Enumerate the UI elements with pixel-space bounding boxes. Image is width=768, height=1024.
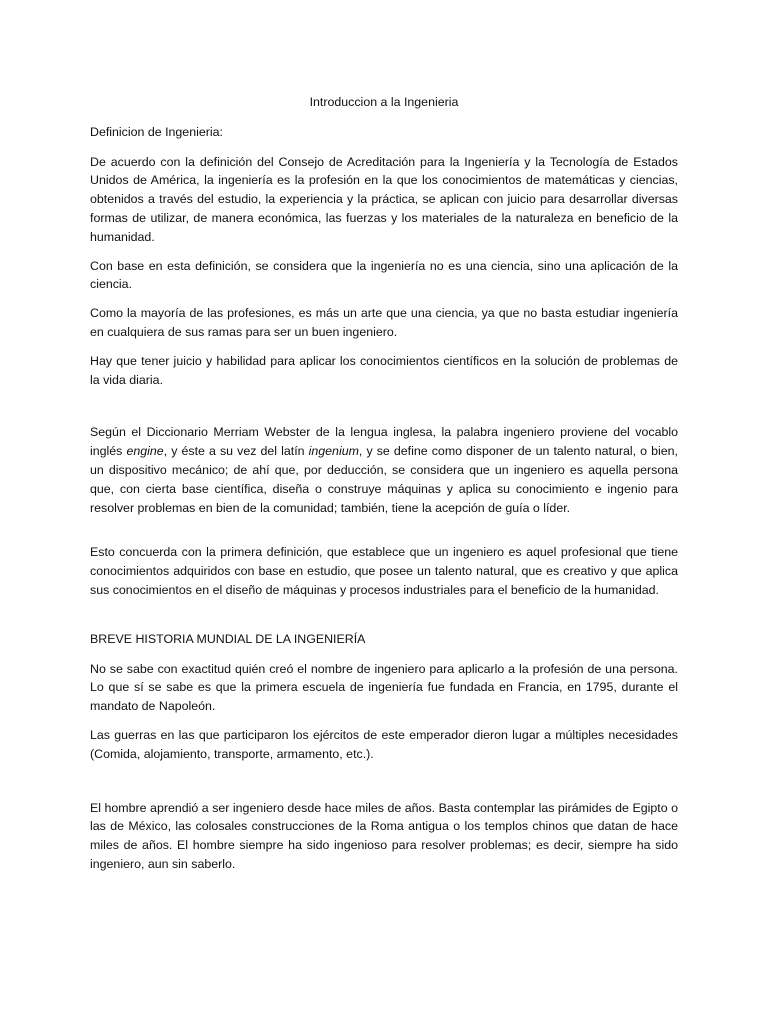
paragraph-8: Las guerras en las que participaron los ejércitos de este emperador dieron lugar a múltiples necesidades (Comida, alojamiento, transporte, armamento, etc.).: [90, 727, 678, 761]
paragraph-5: [90, 423, 678, 517]
document-body: [90, 93, 678, 884]
paragraph-2: Con base en esta definición, se considera que la ingeniería no es una ciencia, sino una aplicación de la ciencia.: [90, 258, 678, 292]
paragraph-7: No se sabe con exactitud quién creó el nombre de ingeniero para aplicarlo a la profesión de una persona. Lo que sí se sabe es que la primera escuela de ingeniería fue fundada en Francia, en 1795, durante el mandato de Napoleón.: [90, 661, 678, 714]
paragraph-3: Como la mayoría de las profesiones, es más un arte que una ciencia, ya que no basta estudiar ingeniería en cualquiera de sus ramas para ser un buen ingeniero.: [90, 306, 678, 339]
paragraph-6: Esto concuerda con la primera definición, que establece que un ingeniero es aquel profesional que tiene conocimientos adquiridos con base en estudio, que posee un talento natural, que es creativo y que aplica sus conocimientos en el diseño de máquinas y procesos industriales para el beneficio de la humanidad.: [90, 545, 678, 597]
document-title: Introduccion a la Ingenieria: [309, 95, 459, 109]
paragraph-5-text-c: , y se define como disponer de un talento natural, o bien, un dispositivo mecánico; de ahí que, por deducción, se considera que un ingeniero es aquella persona que, con cierta base científica, diseña o construye máquinas y aplica su conocimiento e ingenio para resolver problemas en bien de la comunidad; también, tiene la acepción de guía o líder.: [90, 444, 678, 515]
paragraph-5-text-b: , y éste a su vez del latín: [163, 444, 309, 459]
term-engine: engine: [126, 444, 164, 459]
paragraph-9: El hombre aprendió a ser ingeniero desde hace miles de años. Basta contemplar las pirámides de Egipto o las de México, las colosales construcciones de la Roma antigua o los templos chinos que datan de hace miles de años. El hombre siempre ha sido ingenioso para resolver problemas; es decir, siempre ha sido ingeniero, aun sin saberlo.: [90, 800, 678, 871]
section-heading-historia: BREVE HISTORIA MUNDIAL DE LA INGENIERÍA: [90, 631, 366, 646]
paragraph-5-text-a: Según el Diccionario Merriam Webster de la lengua inglesa, la palabra ingeniero proviene del vocablo inglés: [90, 425, 678, 459]
paragraph-4: Hay que tener juicio y habilidad para aplicar los conocimientos científicos en la solución de problemas de la vida diaria.: [90, 353, 678, 387]
section-heading-definicion: Definicion de Ingenieria:: [90, 124, 223, 139]
term-ingenium: ingenium: [308, 444, 359, 459]
paragraph-1: De acuerdo con la definición del Consejo de Acreditación para la Ingeniería y la Tecnología de Estados Unidos de América, la ingeniería es la profesión en la que los conocimientos de matemáticas y ciencias, obtenidos a través del estudio, la experiencia y la práctica, se aplican con juicio para desarrollar diversas formas de utilizar, de manera económica, las fuerzas y los materiales de la naturaleza en beneficio de la humanidad.: [90, 154, 678, 244]
